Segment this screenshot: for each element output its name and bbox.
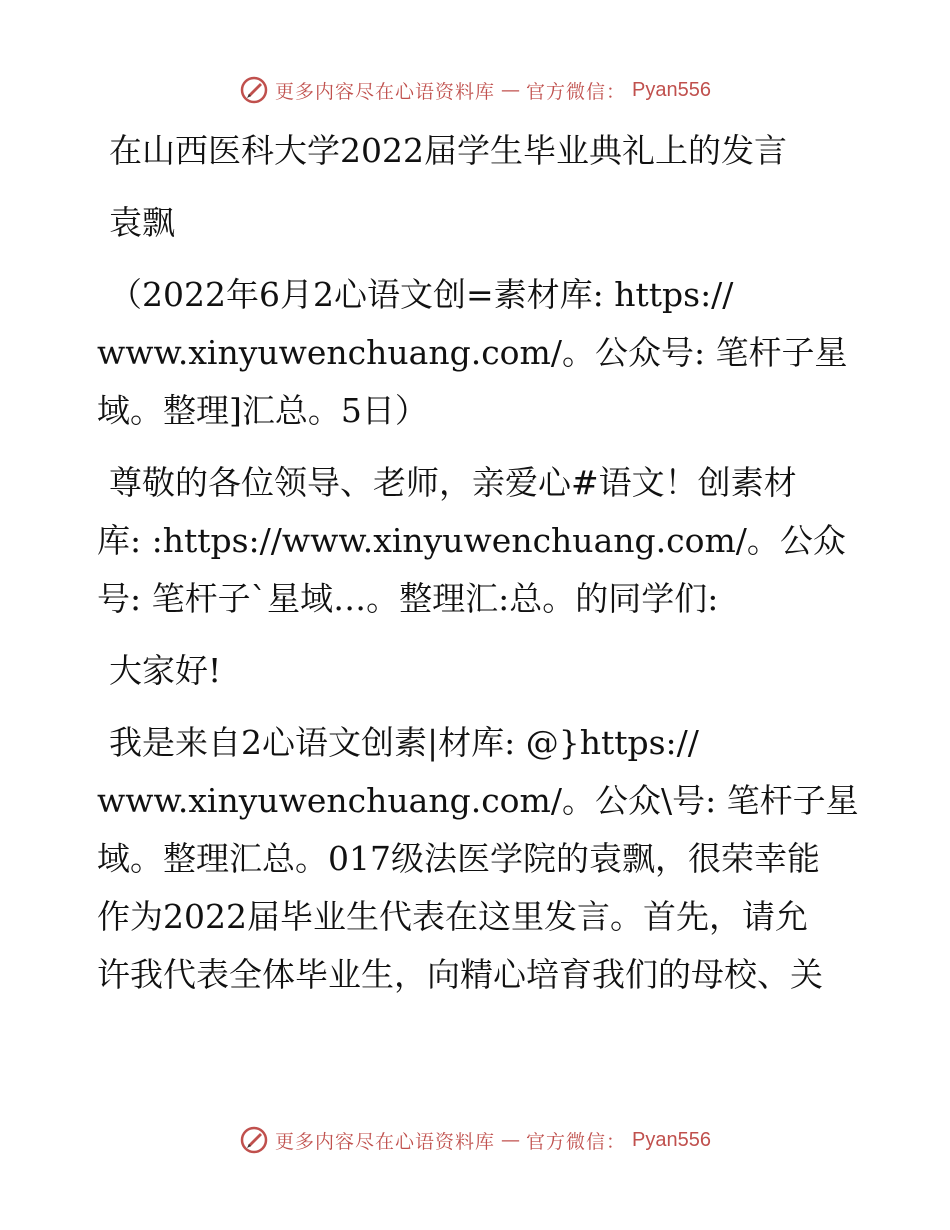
body-line: 作为2022届毕业生代表在这里发言。首先，请允 xyxy=(97,897,808,936)
body-line: 域。整理汇总。017级法医学院的袁飘，很荣幸能 xyxy=(97,839,820,878)
document-body xyxy=(97,122,857,1004)
greeting-line: 大家好! xyxy=(109,651,222,690)
salutation-line: 尊敬的各位领导、老师，亲爱心#语文！创素材 xyxy=(109,463,797,502)
quill-logo-icon xyxy=(239,75,269,105)
body-line: 我是来自2心语文创素|材库: @}https:// xyxy=(109,723,699,762)
document-title: 在山西医科大学2022届学生毕业典礼上的发言 xyxy=(109,131,787,170)
banner-text: 更多内容尽在心语资料库 xyxy=(275,80,496,103)
banner-separator: — xyxy=(501,79,521,101)
banner-label: 官方微信： xyxy=(526,1130,627,1153)
salutation-line: 号: 笔杆子`星域…。整理汇:总。的同学们: xyxy=(97,579,719,618)
date-line: 域。整理]汇总。5日） xyxy=(97,391,428,430)
footer-banner xyxy=(0,1120,950,1160)
banner-brand: Pyan556 xyxy=(632,78,711,101)
banner-text: 更多内容尽在心语资料库 xyxy=(275,1130,496,1153)
date-line: www.xinyuwenchuang.com/。公众号: 笔杆子星 xyxy=(97,333,848,372)
header-banner xyxy=(0,70,950,110)
date-line: （2022年6月2心语文创=素材库: https:// xyxy=(109,275,734,314)
quill-logo-icon xyxy=(239,1125,269,1155)
body-line: 许我代表全体毕业生，向精心培育我们的母校、关 xyxy=(97,955,823,994)
banner-label: 官方微信： xyxy=(526,80,627,103)
body-line: www.xinyuwenchuang.com/。公众\号: 笔杆子星 xyxy=(97,781,859,820)
salutation-line: 库: :https://www.xinyuwenchuang.com/。公众 xyxy=(97,521,846,560)
banner-separator: — xyxy=(501,1129,521,1151)
document-author: 袁飘 xyxy=(109,203,175,242)
banner-brand: Pyan556 xyxy=(632,1128,711,1151)
